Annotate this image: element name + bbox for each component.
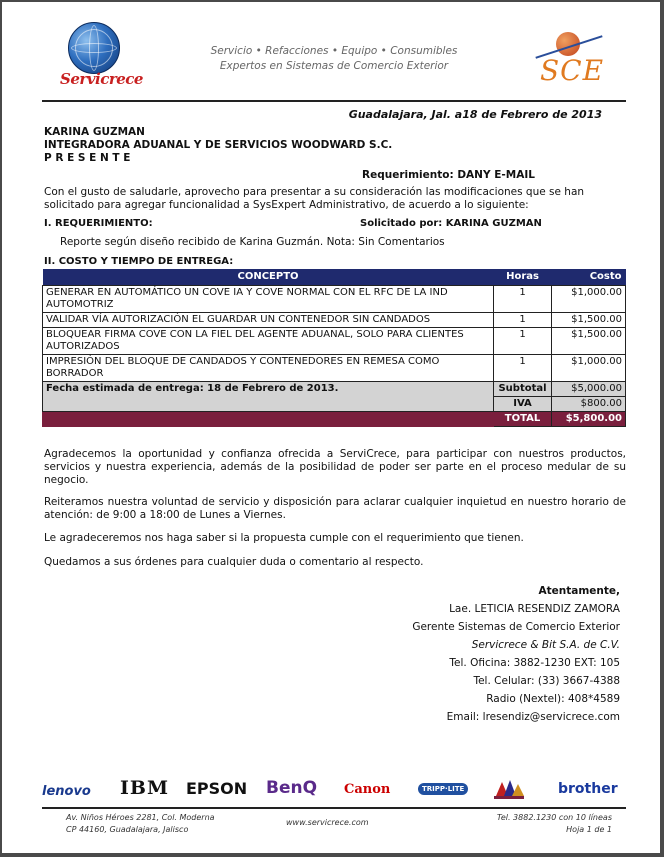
sign-radio: Radio (Nextel): 408*4589: [486, 693, 620, 705]
lenovo-logo: lenovo: [42, 784, 91, 799]
footer-contact: [472, 812, 612, 836]
footer-phone: Tel. 3882.1230 con 10 líneas: [496, 813, 612, 822]
globe-icon: [68, 22, 120, 74]
sign-closing: Atentamente,: [538, 585, 620, 597]
sign-office-phone: Tel. Oficina: 3882-1230 EXT: 105: [449, 657, 620, 669]
section-cost-title: II. COSTO Y TIEMPO DE ENTREGA:: [44, 256, 234, 267]
row-concept: VALIDAR VÍA AUTORIZACIÓN EL GUARDAR UN CONTENEDOR SIN CANDADOS: [43, 312, 494, 327]
footer-address: [66, 812, 215, 836]
row-cost: $1,000.00: [552, 354, 626, 381]
total-spacer: [43, 411, 494, 426]
col-costo: Costo: [552, 269, 626, 285]
intro-paragraph: Con el gusto de saludarle, aprovecho para presentar a su consideración las modificaciones que se han solicitado para agregar funcionalidad a SysExpert Administrativo, de acuerdo a lo siguiente:: [44, 186, 585, 211]
row-hours: 1: [494, 327, 552, 354]
footer-address-line2: CP 44160, Guadalajara, Jalisco: [66, 825, 189, 834]
table-header-row: [43, 269, 626, 285]
section-requirement-title: I. REQUERIMIENTO:: [44, 218, 153, 229]
iva-value: $800.00: [552, 396, 626, 411]
brother-logo: brother: [558, 781, 618, 797]
total-value: $5,800.00: [552, 411, 626, 426]
partner-mark-icon: [492, 776, 526, 800]
row-concept: BLOQUEAR FIRMA COVE CON LA FIEL DEL AGENTE ADUANAL, SOLO PARA CLIENTES AUTORIZADOS: [43, 327, 494, 354]
total-row: [43, 411, 626, 426]
requirement-label: Requerimiento: DANY E-MAIL: [362, 169, 535, 181]
subtotal-value: $5,000.00: [552, 381, 626, 396]
tagline-services: Servicio • Refacciones • Equipo • Consumibles: [210, 45, 458, 57]
brand-left-name: Servicrece: [60, 70, 143, 88]
row-cost: $1,000.00: [552, 285, 626, 312]
servicrece-logo: [56, 22, 142, 94]
total-label: TOTAL: [494, 411, 552, 426]
footer-divider: [42, 807, 626, 809]
ibm-logo: IBM: [120, 777, 169, 799]
tagline-experts: Expertos en Sistemas de Comercio Exterior: [219, 60, 449, 72]
report-note: Reporte según diseño recibido de Karina Guzmán. Nota: Sin Comentarios: [60, 236, 445, 248]
sce-brand: SCE: [540, 54, 605, 87]
table-row: [43, 327, 626, 354]
sign-title: Gerente Sistemas de Comercio Exterior: [412, 621, 620, 633]
footer-website[interactable]: www.servicrece.com: [286, 818, 369, 827]
sign-name: Lae. LETICIA RESENDIZ ZAMORA: [449, 603, 620, 615]
canon-logo: Canon: [344, 782, 391, 797]
footer-address-line1: Av. Niños Héroes 2281, Col. Moderna: [66, 813, 215, 822]
delivery-date: Fecha estimada de entrega: 18 de Febrero de 2013.: [43, 381, 494, 411]
row-hours: 1: [494, 312, 552, 327]
header-divider: [42, 100, 626, 102]
recipient-block: [44, 126, 392, 165]
partner-brands: [42, 776, 626, 804]
tripp-lite-logo: TRIPP·LITE: [418, 783, 468, 795]
letter-date: Guadalajara, Jal. a18 de Febrero de 2013: [348, 108, 602, 121]
row-concept: IMPRESIÓN DEL BLOQUE DE CANDADOS Y CONTENEDORES EN REMESA COMO BORRADOR: [43, 354, 494, 381]
iva-label: IVA: [494, 396, 552, 411]
sign-company: Servicrece & Bit S.A. de C.V.: [471, 639, 620, 651]
table-row: [43, 285, 626, 312]
table-row: [43, 312, 626, 327]
benq-logo: BenQ: [266, 778, 318, 798]
recipient-name: KARINA GUZMAN: [44, 126, 145, 138]
row-cost: $1,500.00: [552, 312, 626, 327]
subtotal-label: Subtotal: [494, 381, 552, 396]
col-horas: Horas: [494, 269, 552, 285]
row-hours: 1: [494, 285, 552, 312]
recipient-company: INTEGRADORA ADUANAL Y DE SERVICIOS WOODWARD S.C.: [44, 139, 393, 151]
cost-table: [42, 269, 626, 427]
footer-page-number: Hoja 1 de 1: [566, 825, 612, 834]
row-concept: GENERAR EN AUTOMÁTICO UN COVE IA Y COVE NORMAL CON EL RFC DE LA IND AUTOMOTRIZ: [43, 285, 494, 312]
signature-block: [362, 582, 620, 726]
col-concepto: CONCEPTO: [43, 269, 494, 285]
recipient-presente: P R E S E N T E: [44, 152, 131, 164]
subtotal-row: [43, 381, 626, 396]
row-hours: 1: [494, 354, 552, 381]
header-tagline: [162, 44, 506, 74]
closing-paragraph-4: Quedamos a sus órdenes para cualquier duda o comentario al respecto.: [44, 556, 424, 568]
closing-paragraph-1: Agradecemos la oportunidad y confianza ofrecida a ServiCrece, para participar con nuestros productos, servicios y nuestra experiencia, además de la posibilidad de poder ser parte en el proceso medular de su negocio.: [44, 448, 626, 486]
sce-logo: [530, 28, 610, 92]
closing-paragraph-3: Le agradeceremos nos haga saber si la propuesta cumple con el requerimiento que tienen.: [44, 532, 524, 544]
sign-cell-phone: Tel. Celular: (33) 3667-4388: [473, 675, 620, 687]
closing-paragraph-2: Reiteramos nuestra voluntad de servicio y disposición para aclarar cualquier inquietud en nuestro horario de atención: de 9:00 a 18:00 de Lunes a Viernes.: [44, 496, 626, 521]
epson-logo: EPSON: [186, 779, 248, 798]
sign-email: Email: lresendiz@servicrece.com: [446, 711, 620, 723]
table-row: [43, 354, 626, 381]
solicited-by: Solicitado por: KARINA GUZMAN: [360, 218, 542, 229]
row-cost: $1,500.00: [552, 327, 626, 354]
